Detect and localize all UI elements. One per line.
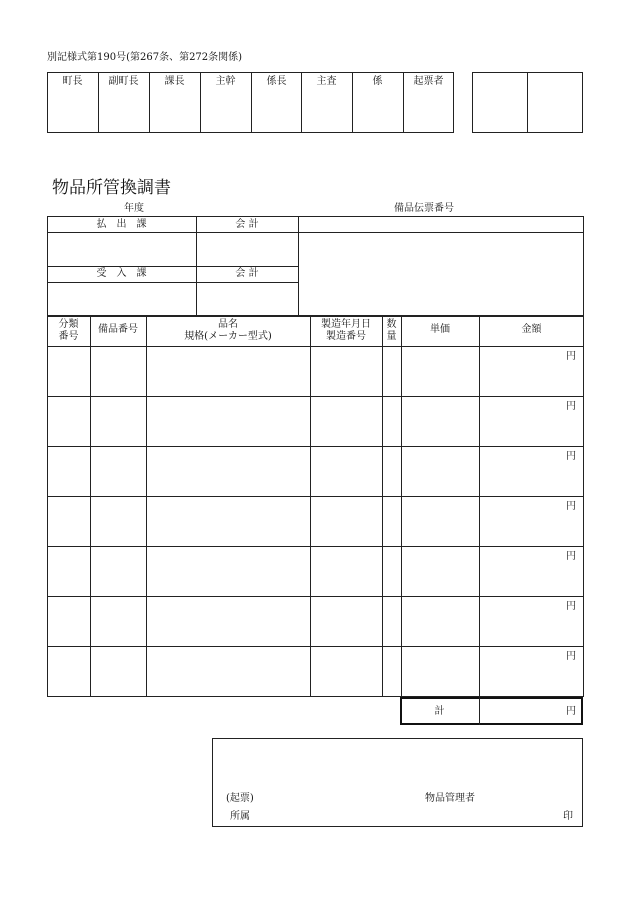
header-class-no: 分類 — [58, 319, 79, 330]
row-yen: 円 — [566, 651, 576, 662]
approval-label: 副町長 — [108, 76, 139, 87]
header-amount: 金額 — [521, 324, 542, 335]
approval-label: 係長 — [266, 76, 287, 87]
slip-number-label: 備品伝票番号 — [394, 203, 454, 214]
approval-label: 主査 — [316, 76, 337, 87]
approval-label: 起票者 — [413, 76, 444, 87]
header-qty: 数 — [386, 319, 397, 330]
header-mfg-date: 製造年月日 — [321, 319, 371, 330]
payout-accounting-label: 会 計 — [235, 219, 259, 230]
row-yen: 円 — [566, 451, 576, 462]
year-label: 年度 — [124, 203, 144, 214]
header-class-no-2: 番号 — [58, 331, 79, 342]
seal-label: 印 — [563, 811, 573, 822]
approval-label: 町長 — [62, 76, 83, 87]
page-title: 物品所管換調書 — [52, 178, 171, 198]
approval-label: 係 — [372, 76, 383, 87]
total-yen: 円 — [566, 706, 576, 717]
header-name: 品名 — [218, 319, 238, 330]
affiliation-label: 所属 — [230, 811, 250, 822]
header-item-no: 備品番号 — [98, 324, 138, 335]
form-id: 別記様式第190号(第267条、第272条関係) — [47, 52, 243, 63]
payout-dept-label: 払 出 課 — [96, 219, 147, 230]
header-unit-price: 単価 — [430, 324, 450, 335]
item-table — [47, 316, 584, 697]
footer-box — [212, 738, 583, 827]
approval-label: 主幹 — [215, 76, 236, 87]
row-yen: 円 — [566, 601, 576, 612]
issuer-label: (起票) — [226, 793, 254, 804]
row-yen: 円 — [566, 551, 576, 562]
approval-label: 課長 — [164, 76, 185, 87]
header-qty-2: 量 — [386, 331, 397, 342]
row-yen: 円 — [566, 351, 576, 362]
receiving-accounting-label: 会 計 — [235, 268, 259, 279]
header-mfg-no: 製造番号 — [326, 331, 366, 342]
header-spec: 規格(メーカー型式) — [184, 331, 272, 342]
manager-label: 物品管理者 — [425, 793, 475, 804]
row-yen: 円 — [566, 501, 576, 512]
total-label: 計 — [434, 706, 445, 717]
row-yen: 円 — [566, 401, 576, 412]
receiving-dept-label: 受 入 課 — [96, 268, 147, 279]
